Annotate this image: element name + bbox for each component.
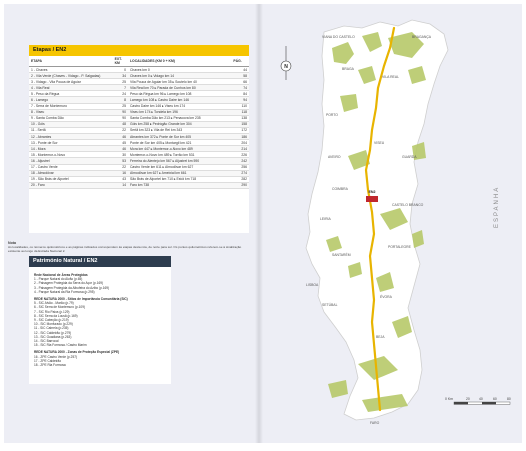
city-viseu: VISEU: [374, 141, 385, 145]
etapa-localidades: Chaves km 0: [128, 67, 231, 73]
etapa-km: 34: [113, 73, 128, 79]
etapa-km: 16: [113, 170, 128, 176]
etapa-km: 14: [113, 182, 128, 188]
etapa-name: 15 - Montemor-o-Novo: [29, 152, 113, 158]
patrimonio-item: 1 - Parque Natural do Alvão (p.65): [34, 277, 83, 282]
etapa-name: 8 - Viseu: [29, 109, 113, 115]
col-etapa: ETAPA: [29, 56, 113, 67]
etapa-km: 8: [113, 97, 128, 103]
north-label: N: [284, 64, 288, 70]
etapa-localidades: Lamego km 108 ▸ Castro Daire km 146: [128, 97, 231, 103]
etapa-localidades: Vila Pouca de Aguiar km 35 ▸ Soutelo km 40: [128, 79, 231, 85]
etapa-km: 90: [113, 115, 128, 121]
etapa-name: 2 - Vila Verde (Chaves - Vidago - P. Salgadas): [29, 73, 113, 79]
note-title: Nota: [8, 241, 16, 245]
etapa-page: 84: [231, 91, 249, 97]
etapa-name: 18 - Almodôvar: [29, 170, 113, 176]
route-badge-label: EN2: [368, 190, 376, 194]
etapa-name: 20 - Faro: [29, 182, 113, 188]
etapas-table: [29, 56, 249, 189]
etapa-km: 43: [113, 176, 128, 182]
etapa-name: 9 - Santa Comba Dão: [29, 115, 113, 121]
etapa-page: 204: [231, 140, 249, 146]
etapa-km: 7: [113, 85, 128, 91]
etapa-name: 17 - Castro Verde: [29, 164, 113, 170]
etapa-page: 242: [231, 158, 249, 164]
patrimonio-item: 13 - SIC Guadiana (p.263): [34, 334, 72, 339]
etapa-page: 214: [231, 146, 249, 152]
etapa-km: 25: [113, 79, 128, 85]
patrimonio-card: [29, 256, 171, 384]
etapa-km: 45: [113, 140, 128, 146]
patrimonio-item: 17 - ZPE Caldeirão: [34, 358, 62, 363]
city-vila-real: VILA REAL: [382, 75, 399, 79]
patrimonio-item: 11 - SIC Cabrela (p.235): [34, 326, 69, 331]
patrimonio-item: 6 - SIC Serra de Montemuro (p.109): [34, 305, 86, 310]
note-text: As localidades, os números quilométricos e as páginas indicados correspondem às etapas desta rota, de norte para sul. Os pontos quilométricos referem-se à sinalização existente ao longo da Estrada Nacional 2.: [8, 245, 242, 253]
etapa-localidades: Ferreira do Alentejo km 567 ▸ Aljustrel km 590: [128, 158, 231, 164]
city-viana: VIANA DO CASTELO: [322, 35, 355, 39]
etapa-localidades: Mora km 447 ▸ Montemor-o-Novo km 489: [128, 146, 231, 152]
patrimonio-item: 8 - SIC Serra da Lousã (p.169): [34, 313, 78, 318]
north-arrow-icon: [281, 46, 291, 80]
etapa-name: 12 - Abrantes: [29, 134, 113, 140]
patrimonio-item: 5 - SIC Alvão - Marão (p.79): [34, 301, 74, 306]
city-setubal: SETÚBAL: [322, 303, 338, 307]
etapa-page: 94: [231, 97, 249, 103]
scale-label-3: 60: [493, 397, 497, 401]
etapa-km: 0: [113, 67, 128, 73]
etapa-localidades: Vila Real km 70 ▸ Parada de Cunhos km 80: [128, 85, 231, 91]
col-localidades: LOCALIDADES (KM 0 + KM): [128, 56, 231, 67]
etapa-page: 110: [231, 103, 249, 109]
etapa-name: 19 - São Brás de Alportel: [29, 176, 113, 182]
scale-label-2: 40: [479, 397, 483, 401]
etapa-page: 44: [231, 67, 249, 73]
city-lisboa: LISBOA: [306, 283, 319, 287]
note: [8, 241, 254, 253]
etapa-page: 58: [231, 73, 249, 79]
city-faro: FARO: [370, 421, 380, 425]
patrimonio-section-heading: Rede Nacional de Áreas Protegidas: [34, 273, 88, 277]
scale-label-0: 0 Km: [445, 397, 453, 401]
etapa-page: 290: [231, 182, 249, 188]
etapa-page: 138: [231, 115, 249, 121]
etapa-km: 48: [113, 121, 128, 127]
portugal-map: [262, 8, 518, 440]
etapa-name: 6 - Lamego: [29, 97, 113, 103]
etapa-localidades: Faro km 738: [128, 182, 231, 188]
etapa-name: 5 - Peso da Régua: [29, 91, 113, 97]
etapa-localidades: Castro Daire km 146 ▸ Viseu km 174: [128, 103, 231, 109]
etapa-localidades: Abrantes km 372 ▸ Ponte de Sor km 405: [128, 134, 231, 140]
country-label: ESPANHA: [494, 185, 500, 228]
city-beja: BEJA: [376, 335, 385, 339]
etapa-name: 11 - Sertã: [29, 127, 113, 133]
etapas-header-row: [29, 56, 249, 67]
patrimonio-item: 2 - Paisagem Protegida da Serra do Açor (p.169): [34, 281, 104, 286]
etapa-page: 74: [231, 85, 249, 91]
etapa-localidades: Ponte de Sor km 405 ▸ Montargil km 421: [128, 140, 231, 146]
etapa-name: 10 - Góis: [29, 121, 113, 127]
patrimonio-item: 9 - SIC Cabeção (p.219): [34, 318, 69, 323]
etapa-localidades: Montemor-o-Novo km 489 ▸ Torrão km 531: [128, 152, 231, 158]
city-castelo-branco: CASTELO BRANCO: [392, 203, 424, 207]
city-portalegre: PORTALEGRE: [388, 245, 411, 249]
etapa-localidades: Chaves km 0 ▸ Vidago km 14: [128, 73, 231, 79]
city-evora: ÉVORA: [380, 295, 392, 299]
etapa-km: 53: [113, 158, 128, 164]
etapa-localidades: Sertã km 323 ▸ Vila de Rei km 343: [128, 127, 231, 133]
etapa-km: 25: [113, 103, 128, 109]
route-badge: [366, 196, 378, 202]
etapas-title: Etapas / EN2: [29, 45, 249, 56]
patrimonio-item: 3 - Paisagem Protegida da Albufeira do Azibo (p.169): [34, 285, 110, 290]
city-braganca: BRAGANÇA: [412, 35, 432, 39]
city-braga: BRAGA: [342, 67, 354, 71]
city-aveiro: AVEIRO: [328, 155, 341, 159]
col-pag: PÁG.: [231, 56, 249, 67]
etapa-localidades: Viseu km 174 ▸ Tondela km 196: [128, 109, 231, 115]
patrimonio-section-heading: REDE NATURA 2000 - Sítios de Importância Comunitária (SIC): [34, 297, 128, 302]
etapa-km: 46: [113, 146, 128, 152]
col-km: EXT. KM: [113, 56, 128, 67]
patrimonio-item: 10 - SIC Monfurado (p.229): [34, 322, 73, 327]
etapa-page: 118: [231, 109, 249, 115]
etapa-page: 226: [231, 152, 249, 158]
etapa-localidades: Almodôvar km 627 ▸ Ameixial km 661: [128, 170, 231, 176]
etapas-card: [29, 45, 249, 233]
etapa-localidades: São Brás de Alportel km 710 ▸ Estói km 718: [128, 176, 231, 182]
patrimonio-item: 7 - SIC Rio Paiva (p.129): [34, 309, 70, 314]
etapa-localidades: Santa Comba Dão km 213 ▸ Penacova km 235: [128, 115, 231, 121]
etapa-name: 7 - Serra de Montemuro: [29, 103, 113, 109]
city-guarda: GUARDA: [402, 155, 417, 159]
etapa-page: 172: [231, 127, 249, 133]
etapa-name: 3 - Vidago - Vila Pouca de Aguiar: [29, 79, 113, 85]
etapa-page: 274: [231, 170, 249, 176]
city-porto: PORTO: [326, 113, 338, 117]
etapa-km: 30: [113, 152, 128, 158]
etapa-page: 282: [231, 176, 249, 182]
city-santarem: SANTARÉM: [332, 253, 351, 257]
etapa-name: 13 - Ponte de Sor: [29, 140, 113, 146]
patrimonio-item: 15 - SIC Ria Formosa / Castro Marim: [34, 343, 87, 348]
etapa-km: 90: [113, 109, 128, 115]
patrimonio-item: 12 - SIC Caldeirão (p.279): [34, 330, 72, 335]
etapa-localidades: Góis km 258 ▸ Pedrógão Grande km 304: [128, 121, 231, 127]
patrimonio-item: 14 - SIC Barrocal: [34, 339, 59, 344]
etapa-name: 4 - Vila Real: [29, 85, 113, 91]
etapa-localidades: Peso da Régua km 96 ▸ Lamego km 108: [128, 91, 231, 97]
patrimonio-item: 4 - Parque Natural da Ria Formosa (p.295): [34, 289, 95, 294]
etapa-page: 158: [231, 121, 249, 127]
etapa-name: 1 - Chaves: [29, 67, 113, 73]
patrimonio-section-heading: REDE NATURA 2000 - Zonas de Proteção Especial (ZPE): [34, 350, 120, 355]
etapa-km: 24: [113, 91, 128, 97]
patrimonio-item: 18 - ZPE Ria Formosa: [34, 363, 66, 368]
etapa-name: 14 - Mora: [29, 146, 113, 152]
patrimonio-title: Património Natural / EN2: [29, 256, 171, 267]
etapa-page: 186: [231, 134, 249, 140]
etapa-km: 22: [113, 164, 128, 170]
patrimonio-item: 16 - ZPE Castro Verde (p.257): [34, 354, 78, 359]
etapas-body: [29, 67, 249, 189]
etapa-km: 46: [113, 134, 128, 140]
scale-label-4: 80: [507, 397, 511, 401]
etapa-page: 256: [231, 164, 249, 170]
etapa-name: 16 - Aljustrel: [29, 158, 113, 164]
etapa-localidades: Castro Verde km 611 ▸ Almodôvar km 627: [128, 164, 231, 170]
etapa-page: 66: [231, 79, 249, 85]
city-coimbra: COIMBRA: [332, 187, 348, 191]
etapa-km: 22: [113, 127, 128, 133]
scale-bar: [445, 397, 511, 404]
scale-label-1: 20: [466, 397, 470, 401]
city-leiria: LEIRIA: [320, 217, 331, 221]
patrimonio-list: [29, 267, 171, 370]
etapa-row: [29, 182, 249, 188]
